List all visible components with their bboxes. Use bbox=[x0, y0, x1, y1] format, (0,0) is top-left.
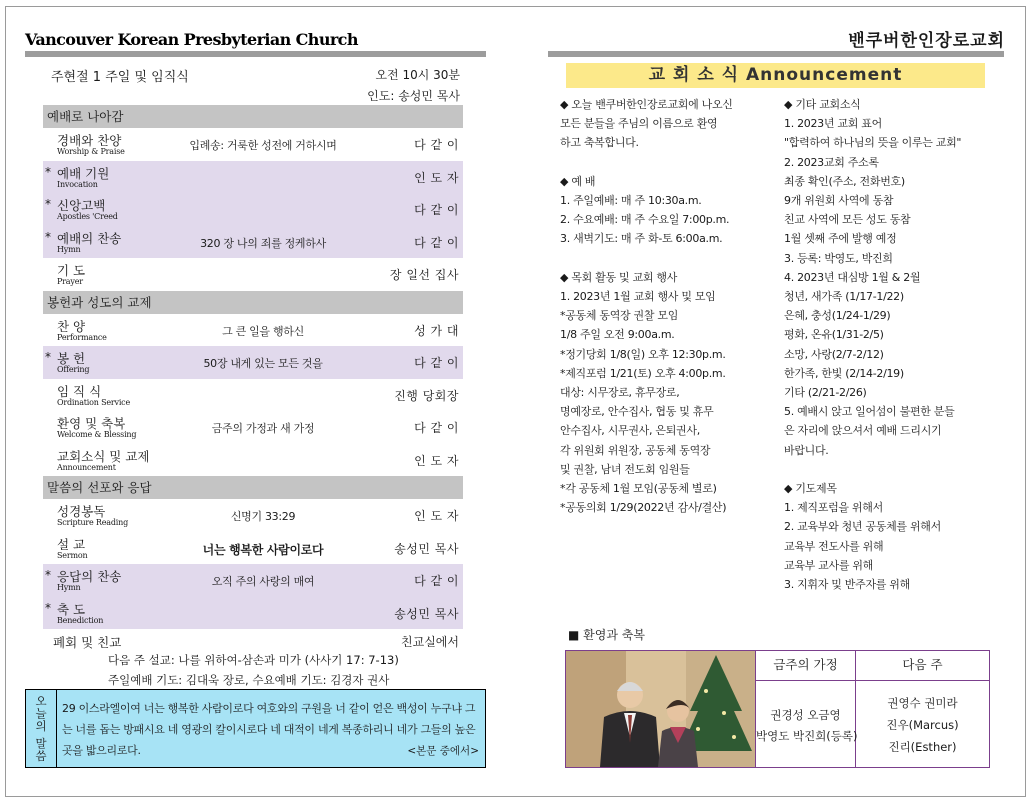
worship-item-row bbox=[43, 258, 463, 291]
announcement-line: 1. 주일예배: 매 주 10:30a.m. bbox=[560, 194, 702, 207]
announcement-line: 3. 등록: 박영도, 박진희 bbox=[784, 251, 893, 265]
worship-item-english: Prayer bbox=[57, 277, 83, 286]
standing-asterisk: * bbox=[45, 600, 51, 615]
worship-item-detail: 금주의 가정과 새 가정 bbox=[211, 422, 315, 435]
todays-word-box bbox=[25, 689, 486, 768]
todays-word-text: 29 이스라엘이여 너는 행복한 사람이로다 여호와의 구원을 너 같이 얻은 백성이 누구냐 그는 너를 돕는 방패시요 네 영광의 칼이시로다 네 대적이 네게 복종하리니 네가 그들의 높은 곳을 밟으리로다. bbox=[62, 702, 476, 757]
this-week-family-1: 권경성 오금영 bbox=[770, 708, 841, 722]
worship-item-korean: 예배의 찬송 bbox=[57, 230, 122, 246]
worship-item-detail: 입례송: 거룩한 성전에 거하시며 bbox=[189, 139, 337, 152]
announcement-line: 3. 새벽기도: 매 주 화-토 6:00a.m. bbox=[560, 232, 723, 246]
worship-item-row bbox=[43, 411, 463, 444]
announcement-line: 최종 확인(주소, 전화번호) bbox=[784, 174, 905, 188]
worship-item-leader: 진행 당회장 bbox=[394, 388, 459, 403]
next-prayer-note: 주일예배 기도: 김대욱 장로, 수요예배 기도: 김경자 권사 bbox=[108, 673, 390, 687]
announcement-line: 하고 축복합니다. bbox=[560, 136, 639, 150]
worship-item-english: Sermon bbox=[57, 550, 88, 560]
todays-word-label-cell bbox=[26, 690, 57, 767]
worship-item-korean: 축 도 bbox=[57, 601, 86, 617]
announcement-line: 기타 (2/21-2/26) bbox=[784, 386, 867, 399]
announcement-line: 모든 분들을 주님의 이름으로 환영 bbox=[560, 117, 718, 131]
announcement-line: 9개 위원회 사역에 동참 bbox=[784, 194, 894, 207]
worship-item-row bbox=[43, 161, 463, 194]
todays-word-source: <본문 중에서> bbox=[407, 745, 479, 757]
announcement-line: 1월 셋째 주에 발행 예정 bbox=[784, 232, 897, 246]
announcement-line: 은혜, 충성(1/24-1/29) bbox=[784, 309, 891, 323]
section-header: 말씀의 선포와 응답 bbox=[43, 476, 463, 499]
worship-item-leader: 다 같 이 bbox=[414, 235, 459, 250]
announcement-line: 1. 2023년 1월 교회 행사 및 모임 bbox=[560, 290, 716, 303]
next-week-family-1: 권영수 권미라 bbox=[887, 696, 958, 710]
left-header-rule bbox=[25, 51, 486, 57]
worship-item-leader: 다 같 이 bbox=[414, 138, 459, 152]
worship-item-leader: 인 도 자 bbox=[414, 509, 459, 523]
worship-item-leader: 다 같 이 bbox=[414, 356, 459, 370]
worship-item-row bbox=[43, 564, 463, 597]
announcement-line: 5. 예배시 앉고 일어섬이 불편한 분들 bbox=[784, 405, 955, 419]
worship-item-leader: 다 같 이 bbox=[414, 574, 459, 588]
family-photo-image bbox=[566, 651, 756, 767]
worship-item-detail: 그 큰 일을 행하신 bbox=[222, 324, 304, 338]
worship-item-korean: 설 교 bbox=[57, 536, 86, 552]
announcement-line: *제직포럼 1/21(토) 오후 4:00p.m. bbox=[560, 366, 726, 380]
worship-item-leader: 성 가 대 bbox=[414, 323, 459, 338]
announcement-line: 2. 교육부와 청년 공동체를 위해서 bbox=[784, 520, 941, 534]
worship-item-leader: 인 도 자 bbox=[414, 170, 459, 185]
worship-item-leader: 송성민 목사 bbox=[394, 606, 459, 621]
worship-item-english: Hymn bbox=[57, 583, 81, 592]
announcement-column-left bbox=[560, 96, 770, 526]
closing-label: 폐회 및 친교 bbox=[53, 635, 122, 650]
worship-item-english: Performance bbox=[57, 332, 107, 342]
announcement-column-right bbox=[784, 96, 994, 596]
worship-item-korean: 경배와 찬양 bbox=[57, 133, 122, 148]
standing-asterisk: * bbox=[45, 164, 51, 179]
worship-item-korean: 찬 양 bbox=[57, 318, 86, 334]
right-header-rule bbox=[548, 51, 1004, 57]
church-name-english: Vancouver Korean Presbyterian Church bbox=[25, 30, 358, 49]
worship-item-english: Invocation bbox=[57, 179, 98, 189]
week-title: 주현절 1 주일 및 임직식 bbox=[51, 70, 189, 85]
worship-item-english: Hymn bbox=[57, 244, 81, 254]
announcement-line: 한가족, 한빛 (2/14-2/19) bbox=[784, 366, 904, 380]
announcement-line: *정기당회 1/8(일) 오후 12:30p.m. bbox=[560, 347, 726, 361]
closing-row bbox=[43, 630, 463, 652]
announcement-line: 3. 지휘자 및 반주자를 위해 bbox=[784, 578, 910, 591]
worship-item-row bbox=[43, 193, 463, 226]
next-week-family-3: 진리(Esther) bbox=[888, 740, 957, 754]
worship-item-korean: 환영 및 축복 bbox=[57, 416, 126, 431]
next-sermon-note: 다음 주 설교: 나를 위하여-삼손과 미가 (사사기 17: 7-13) bbox=[108, 653, 399, 667]
announcement-line: 1/8 주일 오전 9:00a.m. bbox=[560, 328, 675, 342]
announcement-line: *공동체 동역장 권찰 모임 bbox=[560, 309, 679, 323]
family-photo bbox=[566, 651, 756, 767]
worship-item-english: Welcome & Blessing bbox=[57, 430, 137, 439]
worship-item-korean: 응답의 찬송 bbox=[57, 569, 122, 584]
church-name-korean: 밴쿠버한인장로교회 bbox=[848, 31, 1005, 51]
standing-asterisk: * bbox=[45, 197, 51, 211]
worship-item-row bbox=[43, 532, 463, 565]
announcement-line: 1. 제직포럼을 위해서 bbox=[784, 501, 883, 515]
standing-asterisk: * bbox=[45, 350, 51, 364]
worship-item-leader: 다 같 이 bbox=[414, 421, 459, 435]
worship-item-leader: 장 일선 집사 bbox=[389, 268, 459, 282]
announcement-line: 소망, 사랑(2/7-2/12) bbox=[784, 347, 884, 361]
announcement-line: 안수집사, 시무권사, 은퇴권사, bbox=[560, 424, 700, 438]
worship-item-detail: 오직 주의 사랑의 매여 bbox=[211, 575, 315, 588]
announcement-line: ◆ 기도제목 bbox=[784, 482, 837, 495]
worship-item-korean: 성경봉독 bbox=[57, 504, 106, 519]
worship-item-english: Offering bbox=[57, 365, 90, 374]
announcement-line: 은 자리에 앉으셔서 예배 드리시기 bbox=[784, 424, 942, 438]
announcement-line: ◆ 오늘 밴쿠버한인장로교회에 나오신 bbox=[560, 98, 733, 111]
worship-item-detail: 50장 내게 있는 모든 것을 bbox=[203, 357, 323, 370]
worship-item-english: Announcement bbox=[57, 462, 116, 472]
worship-item-korean: 봉 헌 bbox=[57, 351, 86, 366]
next-week-family-cell bbox=[856, 651, 989, 767]
worship-item-korean: 기 도 bbox=[57, 263, 86, 278]
announcement-line: 및 권찰, 남녀 전도회 임원들 bbox=[560, 462, 690, 476]
announcement-line: 친교 사역에 모든 성도 동참 bbox=[784, 213, 911, 227]
standing-asterisk: * bbox=[45, 568, 51, 582]
announcement-line: 평화, 온유(1/31-2/5) bbox=[784, 328, 884, 342]
announcement-line: 명예장로, 안수집사, 협동 및 휴무 bbox=[560, 405, 714, 419]
announcement-line: "합력하여 하나님의 뜻을 이루는 교회" bbox=[784, 136, 962, 150]
worship-item-english: Ordination Service bbox=[57, 397, 131, 407]
announcement-line: 2. 2023교회 주소록 bbox=[784, 155, 879, 169]
announcement-line: 2. 수요예배: 매 주 수요일 7:00p.m. bbox=[560, 213, 730, 227]
worship-item-detail: 신명기 33:29 bbox=[230, 510, 296, 523]
announcement-line: 청년, 새가족 (1/17-1/22) bbox=[784, 290, 904, 303]
this-week-family-2: 박영도 박진희(등록) bbox=[756, 729, 858, 743]
this-week-header: 금주의 가정 bbox=[756, 651, 855, 681]
section-header: 봉헌과 성도의 교제 bbox=[43, 291, 463, 314]
worship-item-row bbox=[43, 597, 463, 630]
closing-location: 친교실에서 bbox=[401, 635, 459, 649]
announcement-line: 대상: 시무장로, 휴무장로, bbox=[560, 386, 680, 399]
announcement-line: ◆ 목회 활동 및 교회 행사 bbox=[560, 270, 678, 284]
worship-item-row bbox=[43, 379, 463, 412]
welcome-table bbox=[565, 650, 990, 768]
worship-item-korean: 임 직 식 bbox=[57, 383, 102, 399]
worship-item-row bbox=[43, 314, 463, 347]
worship-item-korean: 신앙고백 bbox=[57, 198, 106, 213]
worship-item-english: Worship & Praise bbox=[57, 147, 125, 156]
announcement-line: *각 공동체 1월 모임(공동체 별로) bbox=[560, 482, 717, 495]
service-leader: 인도: 송성민 목사 bbox=[367, 89, 460, 103]
announcement-line: 교육부 전도사를 위해 bbox=[784, 539, 884, 553]
next-week-header: 다음 주 bbox=[856, 651, 989, 681]
worship-item-english: Benediction bbox=[57, 615, 104, 625]
announcement-line: 각 위원회 위원장, 공동체 동역장 bbox=[560, 443, 711, 457]
announcement-line: 교육부 교사를 위해 bbox=[784, 558, 874, 572]
worship-item-detail: 320 장 나의 죄를 정케하사 bbox=[200, 236, 326, 250]
announcement-line: ◆ 예 배 bbox=[560, 174, 596, 188]
worship-item-leader: 다 같 이 bbox=[414, 203, 459, 217]
announcement-line: 1. 2023년 교회 표어 bbox=[784, 117, 882, 131]
worship-item-leader: 송성민 목사 bbox=[394, 541, 459, 556]
worship-item-row bbox=[43, 226, 463, 259]
next-week-family-2: 진우(Marcus) bbox=[886, 718, 959, 732]
announcement-line: *공동의회 1/29(2022년 감사/결산) bbox=[560, 501, 727, 515]
worship-item-leader: 인 도 자 bbox=[414, 453, 459, 468]
worship-item-row bbox=[43, 499, 463, 532]
this-week-family-cell bbox=[756, 651, 856, 767]
worship-item-row bbox=[43, 346, 463, 379]
worship-item-english: Apostles 'Creed bbox=[57, 212, 118, 221]
announcement-line: 바랍니다. bbox=[784, 443, 829, 457]
worship-item-row bbox=[43, 444, 463, 477]
standing-asterisk: * bbox=[45, 229, 51, 244]
worship-item-english: Scripture Reading bbox=[57, 518, 129, 527]
todays-word-label: 오늘의 말씀 bbox=[34, 694, 48, 763]
worship-item-row bbox=[43, 128, 463, 161]
worship-item-detail: 너는 행복한 사람이로다 bbox=[202, 542, 324, 557]
section-header: 예배로 나아감 bbox=[43, 105, 463, 128]
worship-item-korean: 교회소식 및 교제 bbox=[57, 448, 150, 464]
worship-item-korean: 예배 기원 bbox=[57, 165, 110, 181]
announcement-line: 4. 2023년 대심방 1월 & 2월 bbox=[784, 270, 921, 284]
service-time: 오전 10시 30분 bbox=[375, 68, 460, 82]
announcement-line: ◆ 기타 교회소식 bbox=[784, 98, 861, 111]
order-of-worship bbox=[43, 105, 463, 629]
announcement-banner: 교 회 소 식 Announcement bbox=[566, 63, 985, 88]
welcome-section-title: ■ 환영과 축복 bbox=[568, 628, 645, 642]
